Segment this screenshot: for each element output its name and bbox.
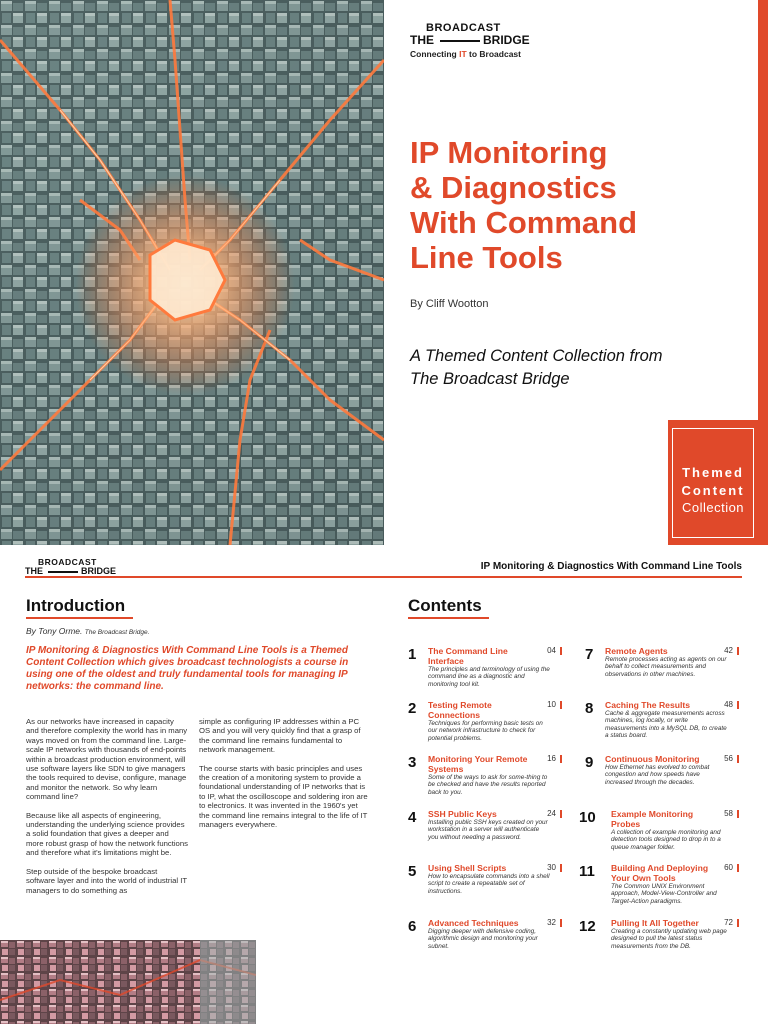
header-rule [25,576,742,578]
toc-page-marker [560,919,563,927]
toc-number: 2 [408,700,417,717]
cover-illustration [0,0,384,545]
toc-description: Installing public SSH keys created on your workstation in a server will authenticate you without needing a password. [428,819,548,841]
cover-title-line: IP Monitoring [410,135,608,170]
inner-logo [25,557,125,577]
tagline-it: IT [459,49,467,59]
toc-page-number: 04 [547,646,556,655]
introduction-underline [26,617,133,619]
toc-number: 6 [408,918,417,935]
cover-accent-stripe [758,0,768,545]
toc-description: The principles and terminology of using the command line as a diagnostic and monitoring tool kit. [428,666,550,688]
toc-page-number: 16 [547,754,556,763]
cover-subtitle-line: A Themed Content Collection from [410,347,663,365]
toc-number: 12 [579,918,596,935]
toc-title[interactable]: Remote Agents [605,646,668,656]
intro-byline [26,626,149,636]
inner-illustration [0,940,256,1024]
body-paragraph: simple as configuring IP addresses within a PC OS and you will very quickly find that a grasp of the command line remains fundamental to network management. [199,717,361,755]
logo-broadcast-text: BROADCAST [38,557,97,567]
cover-subtitle [410,345,730,391]
toc-page-marker [737,755,740,763]
toc-title[interactable]: Testing Remote Connections [428,700,492,720]
logo-the-text: THE [25,566,43,576]
toc-number: 10 [579,809,596,826]
toc-description: Some of the ways to ask for some-thing to be checked and have the results reported back to you. [428,774,548,796]
toc-number: 11 [579,863,595,880]
logo-broadcast-text: BROADCAST [426,22,501,34]
cover-title-line: With Command [410,205,638,240]
toc-page-marker [737,701,740,709]
toc-description: How Ethernet has evolved to combat congestion and how speeds have increased through the decades. [605,764,710,786]
cover-art-svg [0,0,384,545]
cover-author: By Cliff Wootton [410,298,489,310]
toc-page-number: 60 [724,863,733,872]
introduction-heading: Introduction [26,596,126,615]
tagline-pre: Connecting [410,49,460,59]
toc-description: Digging deeper with defensive coding, algorithmic design and monitoring your subnet. [428,928,538,950]
toc-title[interactable]: Using Shell Scripts [428,863,507,873]
toc-page-marker [560,701,563,709]
intro-column-right [199,717,369,838]
toc-number: 1 [408,646,417,663]
toc-item[interactable] [408,809,568,863]
toc-page-marker [737,919,740,927]
toc-item[interactable] [579,918,745,972]
toc-item[interactable] [408,646,568,700]
badge-frame [672,428,754,538]
toc-number: 7 [585,646,594,663]
toc-description: How to encapsulate commands into a shell script to create a repeatable set of instructions. [428,873,550,895]
toc-item[interactable] [579,863,745,917]
cover-title-line: Line Tools [410,240,563,275]
toc-description: Remote processes acting as agents on our behalf to collect measurements and observations in other machines. [605,656,727,678]
body-paragraph: Because like all aspects of engineering, understanding the underlying science provides a solid foundation that gives a deeper and more robust grasp of how the network functions and therefore what it's limitations might be. [26,810,188,858]
body-paragraph: The course starts with basic principles and uses the creation of a monitoring system to provide a foundational understanding of IP networks that is to IP, what the oscilloscope and soldering iron are to electronics. It was invented in the 1960's yet the command line remains integral to the life of IT managers everywhere. [199,763,368,830]
toc-item[interactable] [408,754,568,808]
toc-description: Techniques for performing basic tests on our network infrastructure to check for potential problems. [428,720,543,742]
badge-line: Content [681,483,745,498]
toc-page-marker [560,647,563,655]
themed-content-badge [668,420,758,545]
toc-page-marker [737,647,740,655]
contents-underline [408,617,489,619]
logo-rule [440,40,480,42]
toc-page-number: 72 [724,918,733,927]
toc-page-number: 32 [547,918,556,927]
toc-page-number: 48 [724,700,733,709]
toc-title[interactable]: Pulling It All Together [611,918,699,928]
logo-bridge-text: BRIDGE [81,566,117,576]
toc-item[interactable] [408,918,568,972]
toc-title[interactable]: Advanced Techniques [428,918,519,928]
logo-bridge-text: BRIDGE [483,33,530,47]
contents-heading: Contents [408,596,482,615]
toc-page-number: 30 [547,863,556,872]
toc-description: Cache & aggregate measurements across machines, log locally, or write measurements into a MySQL DB, to create a status board. [605,710,727,740]
body-paragraph: Step outside of the bespoke broadcast software layer and into the world of industrial IT managers to do something as [26,866,187,895]
running-head: IP Monitoring & Diagnostics With Command Line Tools [480,561,742,572]
toc-description: The Common UNIX Environment approach, Model-View-Controller and Target-Action paradigms. [611,883,717,905]
badge-line: Themed [682,465,744,480]
toc-page-number: 10 [547,700,556,709]
toc-page-number: 42 [724,646,733,655]
toc-number: 4 [408,809,417,826]
byline-org: The Broadcast Bridge. [84,629,150,636]
toc-title[interactable]: Continuous Monitoring [605,754,700,764]
toc-page-number: 58 [724,809,733,818]
toc-page-marker [737,864,740,872]
toc-page-marker [560,810,563,818]
toc-description: A collection of example monitoring and detection tools designed to drop in to a queue manager folder. [611,829,721,851]
toc-item[interactable] [408,700,568,754]
inner-art-svg [0,940,256,1024]
toc-page-number: 24 [547,809,556,818]
toc-title[interactable]: SSH Public Keys [428,809,497,819]
badge-line: Collection [681,500,745,515]
toc-description: Creating a constantly updating web page designed to pull the latest status measurements from the DB. [611,928,727,950]
toc-item[interactable] [579,809,745,863]
logo-tagline [410,49,521,59]
toc-number: 3 [408,754,417,771]
toc-item[interactable] [585,700,745,754]
intro-lead-paragraph: IP Monitoring & Diagnostics With Command Line Tools is a Themed Content Collection which gives broadcast technologists a course in using one of the oldest and truly fundamental tools for managing IP networks: the command line. [26,645,349,692]
toc-title[interactable]: Monitoring Your Remote Systems [428,754,528,774]
toc-title[interactable]: The Command Line Interface [428,646,508,666]
toc-title[interactable]: Caching The Results [605,700,690,710]
logo-rule [48,571,78,573]
inner-page [0,550,768,1024]
broadcast-bridge-logo [410,22,540,62]
cover-title [410,135,750,275]
logo-the-text: THE [410,33,434,47]
toc-number: 5 [408,863,417,880]
toc-title[interactable]: Example Monitoring Probes [611,809,694,829]
toc-page-number: 56 [724,754,733,763]
toc-page-marker [560,864,563,872]
toc-page-marker [560,755,563,763]
toc-item[interactable] [408,863,568,917]
byline-author: By Tony Orme. [26,626,83,636]
toc-number: 9 [585,754,594,771]
intro-column-left [26,717,188,904]
toc-page-marker [737,810,740,818]
toc-item[interactable] [585,646,745,700]
toc-item[interactable] [585,754,745,808]
tagline-post: to Broadcast [466,49,521,59]
toc-title[interactable]: Building And Deploying Your Own Tools [611,863,709,883]
toc-number: 8 [585,700,594,717]
cover-subtitle-line: The Broadcast Bridge [410,370,570,388]
body-paragraph: As our networks have increased in capacity and therefore complexity the world has in many ways moved on from the command line. Large-scale IP networks with thousands of end-points within a broadcast production environment, will use software layers like SDN to give managers the tools required to devise, configure, manage and monitor the network. So why learn command line? [26,717,188,802]
cover-title-line: & Diagnostics [410,170,617,205]
